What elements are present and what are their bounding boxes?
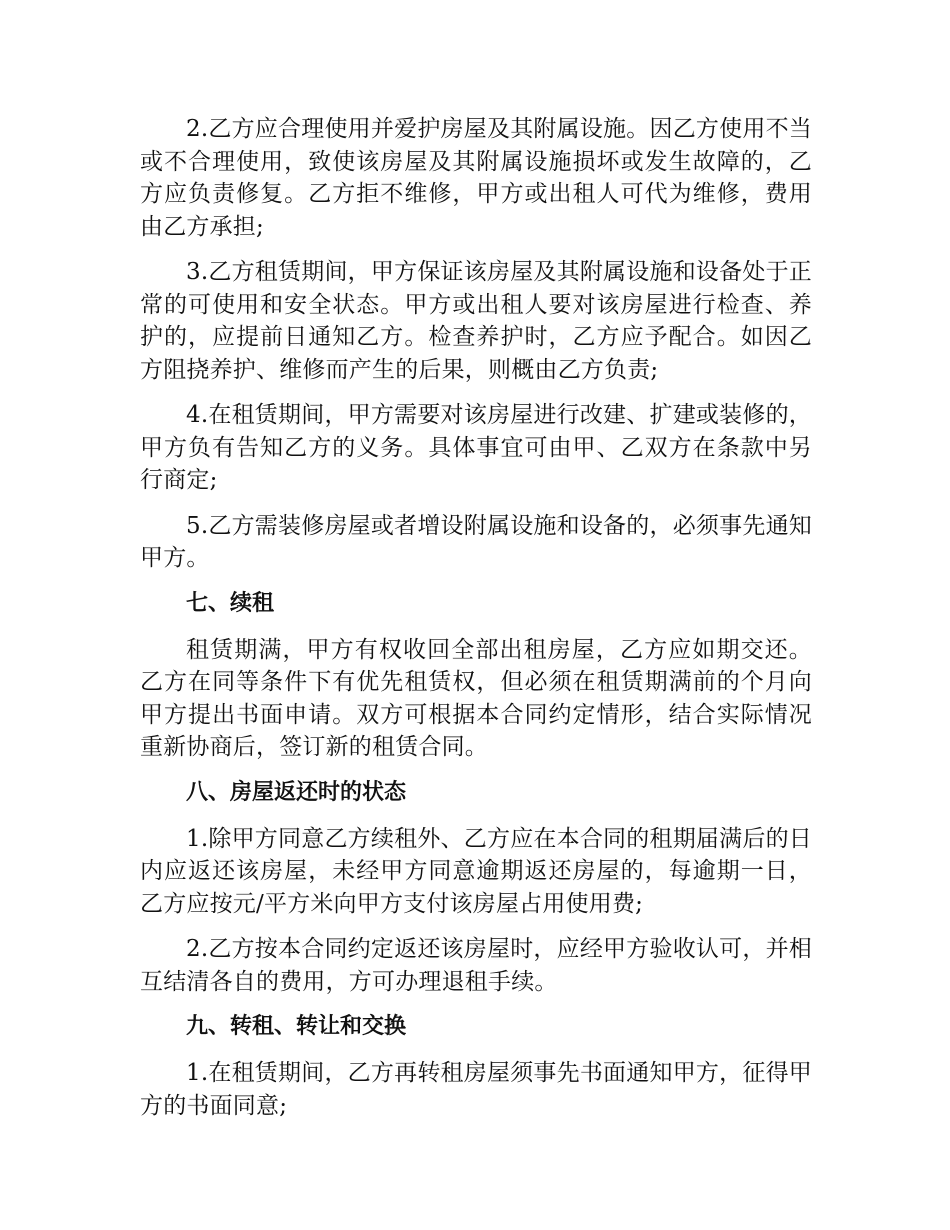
clause-6-4: 4.在租赁期间，甲方需要对该房屋进行改建、扩建或装修的，甲方负有告知乙方的义务。具体事宜可由甲、乙双方在条款中另行商定; [140, 402, 812, 493]
clause-6-2: 2.乙方应合理使用并爱护房屋及其附属设施。因乙方使用不当或不合理使用，致使该房屋及其附属设施损坏或发生故障的，乙方应负责修复。乙方拒不维修，甲方或出租人可代为维修，费用由乙方承担; [140, 116, 812, 240]
clause-8-1: 1.除甲方同意乙方续租外、乙方应在本合同的租期届满后的日内应返还该房屋，未经甲方同意逾期返还房屋的，每逾期一日，乙方应按元/平方米向甲方支付该房屋占用使用费; [140, 825, 812, 917]
section-7-paragraph: 租赁期满，甲方有权收回全部出租房屋，乙方应如期交还。乙方在同等条件下有优先租赁权，但必须在租赁期满前的个月向甲方提出书面申请。双方可根据本合同约定情形，结合实际情况重新协商后，签订新的租赁合同。 [140, 636, 812, 760]
section-7-heading: 七、续租 [186, 590, 275, 616]
clause-8-2: 2.乙方按本合同约定返还该房屋时，应经甲方验收认可，并相互结清各自的费用，方可办理退租手续。 [140, 936, 812, 995]
clause-6-5: 5.乙方需装修房屋或者增设附属设施和设备的，必须事先通知甲方。 [140, 512, 812, 571]
clause-9-1: 1.在租赁期间，乙方再转租房屋须事先书面通知甲方，征得甲方的书面同意; [140, 1060, 812, 1119]
section-8-heading: 八、房屋返还时的状态 [186, 779, 407, 805]
section-9-heading: 九、转租、转让和交换 [186, 1014, 407, 1039]
clause-6-3: 3.乙方租赁期间，甲方保证该房屋及其附属设施和设备处于正常的可使用和安全状态。甲方或出租人要对该房屋进行检查、养护的，应提前日通知乙方。检查养护时，乙方应予配合。如因乙方阻挠养护、维修而产生的后果，则概由乙方负责; [140, 259, 812, 383]
document-page [140, 113, 812, 1135]
